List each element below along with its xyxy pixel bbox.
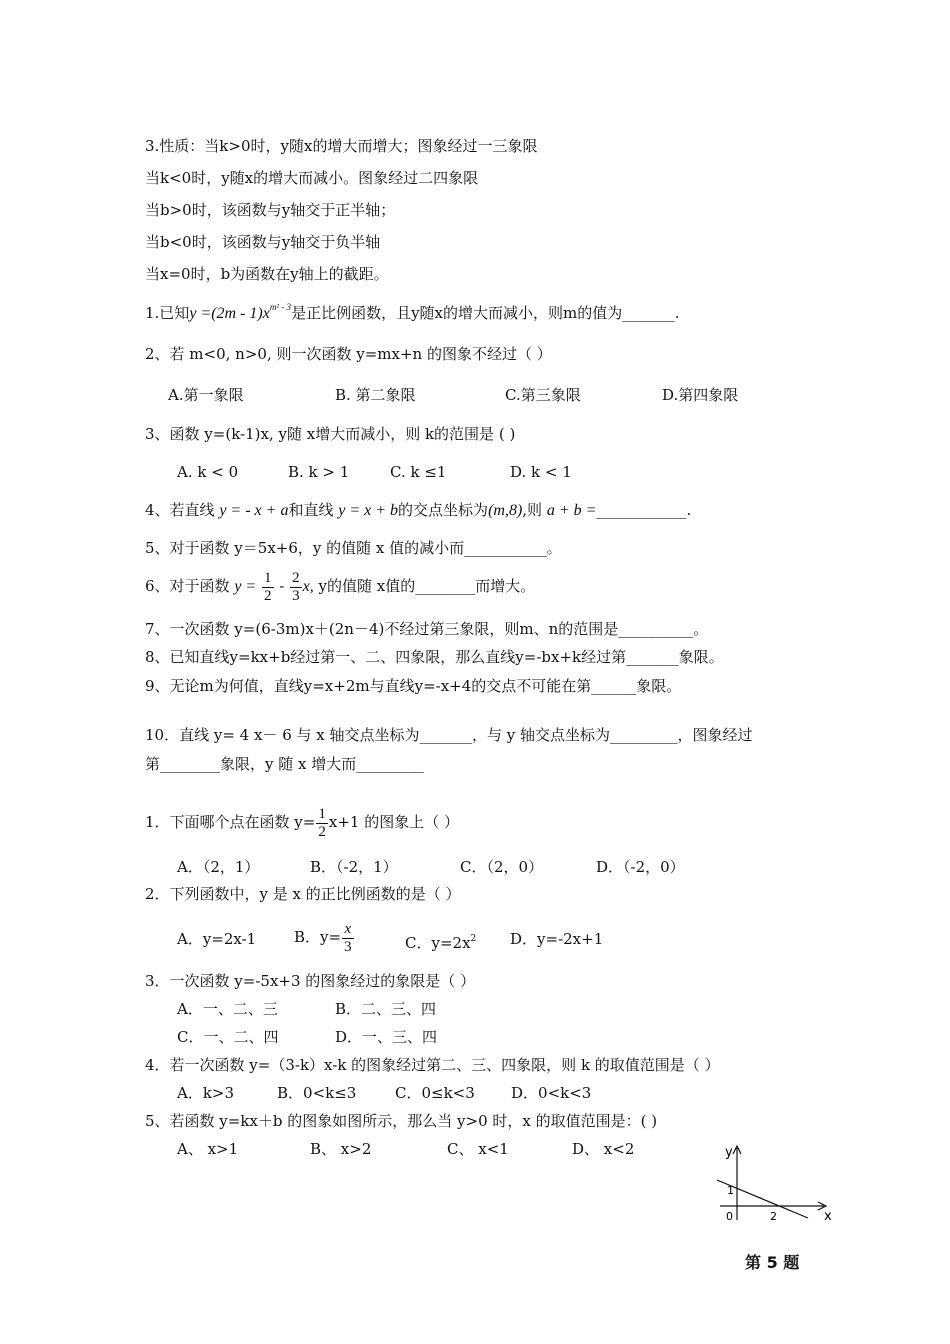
question-1-4 xyxy=(145,500,691,521)
question-1-10-line-2: 第________象限，y 随 x 增大而_________ xyxy=(145,755,424,773)
q2-option-d: D.第四象限 xyxy=(662,386,739,404)
q1-suffix: 是正比例函数，且y随x的增大而减小，则m的值为_______. xyxy=(291,304,680,322)
p2q1-text-b: x+1 的图象上（ ） xyxy=(328,813,459,831)
q2-option-a: A.第一象限 xyxy=(168,386,244,404)
x-axis-label: x xyxy=(824,1209,832,1224)
q1-exponent: m² - 3 xyxy=(269,302,292,312)
q4-text-c: 的交点坐标为 xyxy=(398,501,489,519)
question-1-7: 7、一次函数 y=(6-3m)x＋(2n－4)不经过第三象限，则m、n的范围是__________。 xyxy=(145,620,709,638)
question-1-2: 2、若 m<0, n>0, 则一次函数 y=mx+n 的图象不经过（ ） xyxy=(145,345,552,363)
p2q5-option-a: A、 x>1 xyxy=(177,1140,239,1158)
p2q1-option-b: B．（-2，1） xyxy=(310,858,398,876)
property-line-1: 3.性质：当k>0时，y随x的增大而增大；图象经过一三象限 xyxy=(145,137,538,155)
q1-prefix: 1.已知 xyxy=(145,304,190,322)
q4-text-d: ,则 xyxy=(522,501,543,519)
property-line-4: 当b<0时，该函数与y轴交于负半轴 xyxy=(145,233,381,251)
q6-minus: - xyxy=(274,577,290,595)
p2q2-option-b: B．y= $\frac{x}{3}$ xyxy=(294,920,352,955)
q4-text-a: 4、若直线 xyxy=(145,501,215,519)
question-2-5: 5、若函数 y=kx＋b 的图象如图所示，那么当 y>0 时，x 的取值范围是：( ) xyxy=(145,1112,658,1130)
q4-formula-1: y = - x + a xyxy=(219,502,289,519)
p2q1-option-d: D．（-2，0） xyxy=(596,858,685,876)
q3-option-b: B. k > 1 xyxy=(288,463,350,481)
p2q4-option-d: D．0<k<3 xyxy=(511,1084,592,1102)
p2q5-option-d: D、 x<2 xyxy=(572,1140,635,1158)
q6-y: y = xyxy=(234,578,257,595)
p2q2-option-a: A．y=2x-1 xyxy=(177,930,257,948)
p2q3-option-d: D．一、三、四 xyxy=(335,1028,438,1046)
q4-blank: ____________. xyxy=(596,501,692,519)
q6-fraction-2: $\frac{2}{3}$ xyxy=(292,569,300,604)
question-1-1 xyxy=(145,297,680,324)
question-1-5: 5、对于函数 y＝5x+6，y 的值随 x 值的减小而___________。 xyxy=(145,539,562,557)
q6-x: x, xyxy=(302,578,314,595)
p2q4-option-a: A．k>3 xyxy=(177,1084,235,1102)
q4-text-b: 和直线 xyxy=(288,501,334,519)
origin-label: 0 xyxy=(726,1210,733,1223)
question-1-9: 9、无论m为何值，直线y=x+2m与直线y=-x+4的交点不可能在第______象限。 xyxy=(145,677,682,695)
p2q5-option-c: C、 x<1 xyxy=(447,1140,509,1158)
p2q2-option-c: C．$y=2x^2$ xyxy=(405,934,477,952)
p2q5-option-b: B、 x>2 xyxy=(310,1140,372,1158)
question-1-3: 3、函数 y=(k-1)x, y随 x增大而减小，则 k的范围是 ( ) xyxy=(145,425,516,443)
q6-text-b: y的值随 x值的________而增大。 xyxy=(313,577,536,595)
p2q3-option-a: A．一、二、三 xyxy=(177,1000,278,1018)
p2q4-option-c: C．0≤k<3 xyxy=(395,1084,475,1102)
q3-option-a: A. k < 0 xyxy=(177,463,239,481)
q2-option-b: B. 第二象限 xyxy=(335,386,416,404)
p2q1-text-a: 1．下面哪个点在函数 y= xyxy=(145,813,316,831)
q1-formula: y =(2m - 1)x xyxy=(189,305,270,322)
q6-text-a: 6、对于函数 xyxy=(145,577,230,595)
property-line-5: 当x=0时，b为函数在y轴上的截距。 xyxy=(145,265,389,283)
figure-caption: 第 5 题 xyxy=(745,1253,800,1272)
q5-line-graph xyxy=(712,1140,842,1230)
x-tick-label: 2 xyxy=(770,1210,777,1223)
q2-option-c: C.第三象限 xyxy=(505,386,581,404)
question-1-8: 8、已知直线y=kx+b经过第一、二、四象限，那么直线y=-bx+k经过第_______象限。 xyxy=(145,648,724,666)
question-2-1 xyxy=(145,802,459,842)
q6-fraction-1: $\frac{1}{2}$ xyxy=(264,569,272,604)
question-2-4: 4．若一次函数 y=（3-k）x-k 的图象经过第二、三、四象限，则 k 的取值范围是（ ） xyxy=(145,1056,720,1074)
p2q3-option-c: C．一、二、四 xyxy=(177,1028,279,1046)
q4-formula-3: a + b = xyxy=(546,502,597,519)
property-line-3: 当b>0时，该函数与y轴交于正半轴； xyxy=(145,201,396,219)
p2q3-option-b: B．二、三、四 xyxy=(335,1000,437,1018)
p2q4-option-b: B．0<k≤3 xyxy=(277,1084,357,1102)
p2q2-fraction: $\frac{x}{3}$ xyxy=(344,920,352,955)
question-1-10-line-1: 10．直线 y= 4 x－ 6 与 x 轴交点坐标为_______，与 y 轴交点坐标为_________，图象经过 xyxy=(145,726,753,744)
p2q2-option-d: D．y=-2x+1 xyxy=(510,930,604,948)
p2q1-option-c: C．（2，0） xyxy=(460,858,544,876)
property-line-2: 当k<0时，y随x的增大而减小。图象经过二四象限 xyxy=(145,169,479,187)
y-axis-label: y xyxy=(725,1145,733,1160)
q4-formula-2: y = x + b xyxy=(338,502,399,519)
p2q1-option-a: A．（2，1） xyxy=(177,858,260,876)
p2q1-fraction: $\frac{1}{2}$ xyxy=(318,805,326,840)
question-1-6 xyxy=(145,566,535,607)
q3-option-d: D. k < 1 xyxy=(510,463,572,481)
question-2-2: 2．下列函数中，y 是 x 的正比例函数的是（ ） xyxy=(145,885,461,903)
q4-point: (m,8) xyxy=(488,502,523,519)
q3-option-c: C. k ≤1 xyxy=(390,463,447,481)
y-tick-label: 1 xyxy=(727,1184,734,1197)
question-2-3: 3．一次函数 y=-5x+3 的图象经过的象限是（ ） xyxy=(145,972,476,990)
